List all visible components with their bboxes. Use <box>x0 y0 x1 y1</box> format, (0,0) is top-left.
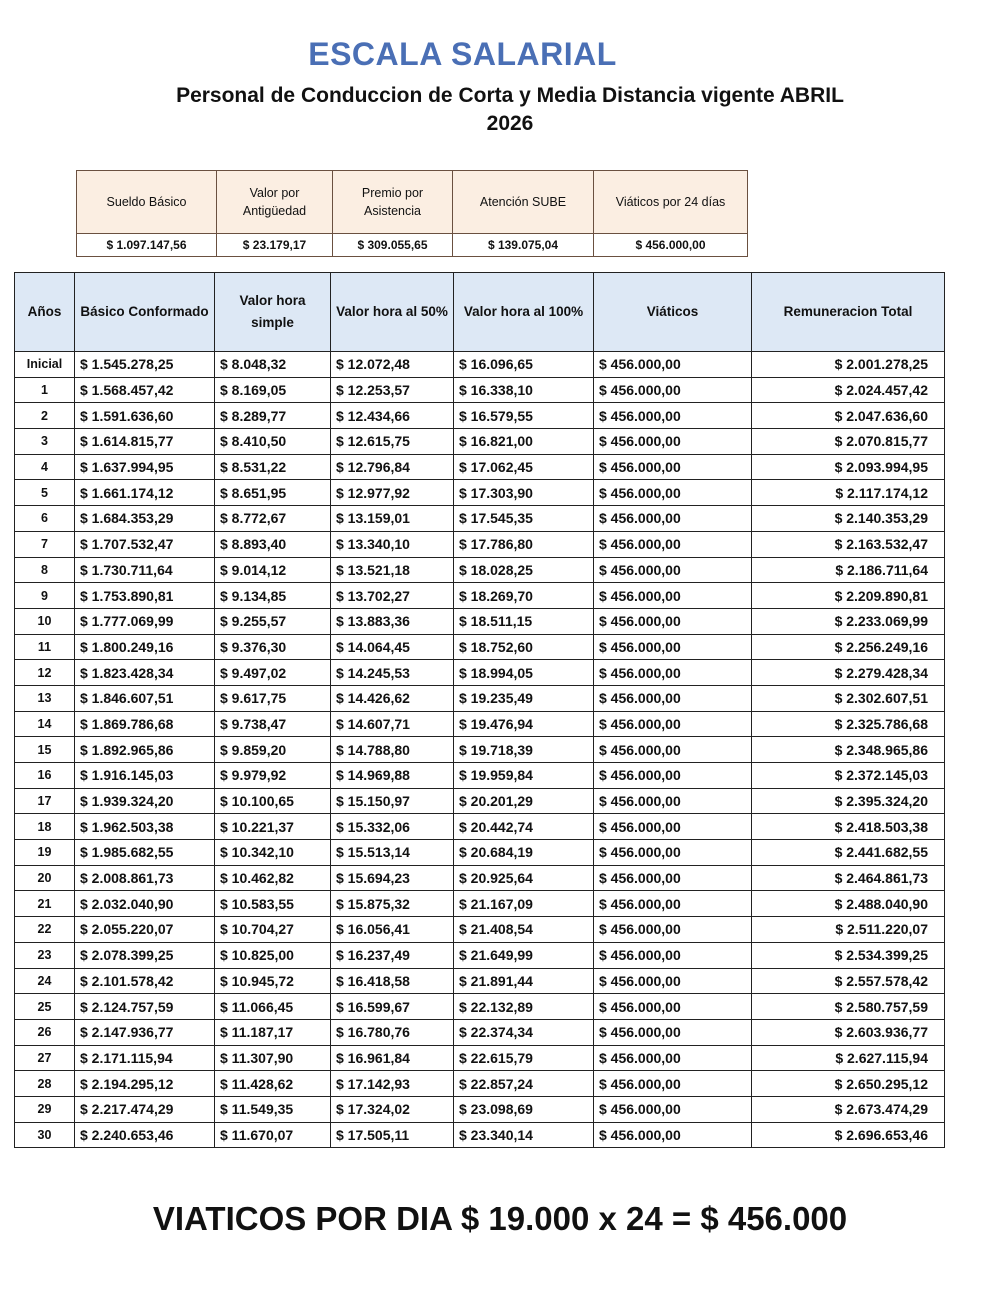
table-cell: $ 456.000,00 <box>594 377 752 403</box>
table-cell: $ 10.342,10 <box>215 840 331 866</box>
table-cell: $ 456.000,00 <box>594 531 752 557</box>
table-cell: $ 14.426,62 <box>331 685 454 711</box>
table-cell: $ 11.428,62 <box>215 1071 331 1097</box>
year-cell: 13 <box>15 685 75 711</box>
year-cell: 17 <box>15 788 75 814</box>
table-cell: $ 456.000,00 <box>594 685 752 711</box>
table-row <box>15 763 945 789</box>
table-cell: $ 19.235,49 <box>454 685 594 711</box>
table-row <box>15 1071 945 1097</box>
table-cell: $ 456.000,00 <box>594 840 752 866</box>
table-cell: $ 1.846.607,51 <box>75 685 215 711</box>
year-cell: 7 <box>15 531 75 557</box>
table-cell: $ 9.979,92 <box>215 763 331 789</box>
table-cell: $ 14.969,88 <box>331 763 454 789</box>
table-cell: $ 2.163.532,47 <box>752 531 945 557</box>
table-cell: $ 8.651,95 <box>215 480 331 506</box>
table-cell: $ 9.255,57 <box>215 608 331 634</box>
table-row <box>15 968 945 994</box>
year-cell: 22 <box>15 917 75 943</box>
table-cell: $ 1.730.711,64 <box>75 557 215 583</box>
table-row <box>15 814 945 840</box>
table-row <box>15 377 945 403</box>
table-cell: $ 10.100,65 <box>215 788 331 814</box>
table-cell: $ 11.187,17 <box>215 1019 331 1045</box>
table-cell: $ 2.217.474,29 <box>75 1096 215 1122</box>
year-cell: 26 <box>15 1019 75 1045</box>
subtitle-line-1: Personal de Conduccion de Corta y Media Distancia vigente ABRIL <box>176 84 844 107</box>
table-row <box>15 685 945 711</box>
table-row <box>15 1122 945 1148</box>
year-cell: 27 <box>15 1045 75 1071</box>
table-row <box>15 352 945 378</box>
table-cell: $ 17.545,35 <box>454 506 594 532</box>
table-cell: $ 16.056,41 <box>331 917 454 943</box>
table-cell: $ 8.410,50 <box>215 429 331 455</box>
table-cell: $ 2.024.457,42 <box>752 377 945 403</box>
table-cell: $ 17.505,11 <box>331 1122 454 1148</box>
year-cell: 9 <box>15 583 75 609</box>
table-cell: $ 11.549,35 <box>215 1096 331 1122</box>
table-cell: $ 2.348.965,86 <box>752 737 945 763</box>
table-cell: $ 2.627.115,94 <box>752 1045 945 1071</box>
column-header: Viáticos <box>594 273 752 352</box>
table-cell: $ 2.117.174,12 <box>752 480 945 506</box>
table-row <box>15 994 945 1020</box>
table-cell: $ 12.615,75 <box>331 429 454 455</box>
table-cell: $ 456.000,00 <box>594 583 752 609</box>
table-cell: $ 456.000,00 <box>594 968 752 994</box>
table-cell: $ 19.959,84 <box>454 763 594 789</box>
table-row <box>15 403 945 429</box>
column-header: Valor hora al 50% <box>331 273 454 352</box>
table-cell: $ 12.796,84 <box>331 454 454 480</box>
table-cell: $ 20.442,74 <box>454 814 594 840</box>
table-cell: $ 22.132,89 <box>454 994 594 1020</box>
table-cell: $ 2.279.428,34 <box>752 660 945 686</box>
table-cell: $ 2.055.220,07 <box>75 917 215 943</box>
table-row <box>15 480 945 506</box>
table-row <box>15 608 945 634</box>
table-cell: $ 21.891,44 <box>454 968 594 994</box>
table-cell: $ 14.788,80 <box>331 737 454 763</box>
year-cell: 16 <box>15 763 75 789</box>
table-cell: $ 2.534.399,25 <box>752 942 945 968</box>
table-cell: $ 9.617,75 <box>215 685 331 711</box>
table-cell: $ 456.000,00 <box>594 403 752 429</box>
table-cell: $ 8.169,05 <box>215 377 331 403</box>
table-cell: $ 456.000,00 <box>594 506 752 532</box>
table-cell: $ 456.000,00 <box>594 788 752 814</box>
table-cell: $ 9.497,02 <box>215 660 331 686</box>
table-cell: $ 456.000,00 <box>594 1071 752 1097</box>
table-cell: $ 1.939.324,20 <box>75 788 215 814</box>
table-cell: $ 1.753.890,81 <box>75 583 215 609</box>
table-cell: $ 16.599,67 <box>331 994 454 1020</box>
table-cell: $ 456.000,00 <box>594 814 752 840</box>
year-cell: 14 <box>15 711 75 737</box>
table-cell: $ 9.859,20 <box>215 737 331 763</box>
table-cell: $ 1.614.815,77 <box>75 429 215 455</box>
table-cell: $ 456.000,00 <box>594 942 752 968</box>
table-cell: $ 12.072,48 <box>331 352 454 378</box>
table-cell: $ 456.000,00 <box>594 1045 752 1071</box>
table-cell: $ 2.418.503,38 <box>752 814 945 840</box>
year-cell: 1 <box>15 377 75 403</box>
table-cell: $ 1.777.069,99 <box>75 608 215 634</box>
salary-table-body <box>15 352 945 1148</box>
column-header: Remuneracion Total <box>752 273 945 352</box>
summary-header-cell: Valor por Antigüedad <box>217 171 333 234</box>
table-cell: $ 2.673.474,29 <box>752 1096 945 1122</box>
table-cell: $ 2.194.295,12 <box>75 1071 215 1097</box>
table-cell: $ 10.462,82 <box>215 865 331 891</box>
table-row <box>15 840 945 866</box>
year-cell: 8 <box>15 557 75 583</box>
table-cell: $ 2.395.324,20 <box>752 788 945 814</box>
year-cell: 15 <box>15 737 75 763</box>
table-cell: $ 10.825,00 <box>215 942 331 968</box>
summary-value-cell: $ 23.179,17 <box>217 234 333 257</box>
table-cell: $ 14.607,71 <box>331 711 454 737</box>
year-cell: 12 <box>15 660 75 686</box>
year-cell: Inicial <box>15 352 75 378</box>
table-row <box>15 1045 945 1071</box>
table-cell: $ 17.142,93 <box>331 1071 454 1097</box>
table-cell: $ 13.521,18 <box>331 557 454 583</box>
table-cell: $ 21.649,99 <box>454 942 594 968</box>
table-cell: $ 2.603.936,77 <box>752 1019 945 1045</box>
table-cell: $ 1.591.636,60 <box>75 403 215 429</box>
table-cell: $ 20.925,64 <box>454 865 594 891</box>
summary-header-cell: Atención SUBE <box>453 171 594 234</box>
table-cell: $ 17.324,02 <box>331 1096 454 1122</box>
column-header: Valor hora simple <box>215 273 331 352</box>
table-cell: $ 2.302.607,51 <box>752 685 945 711</box>
table-cell: $ 16.780,76 <box>331 1019 454 1045</box>
table-cell: $ 2.441.682,55 <box>752 840 945 866</box>
table-cell: $ 12.253,57 <box>331 377 454 403</box>
table-cell: $ 456.000,00 <box>594 1122 752 1148</box>
table-cell: $ 456.000,00 <box>594 480 752 506</box>
year-cell: 10 <box>15 608 75 634</box>
table-cell: $ 1.869.786,68 <box>75 711 215 737</box>
table-cell: $ 18.752,60 <box>454 634 594 660</box>
table-cell: $ 15.150,97 <box>331 788 454 814</box>
table-cell: $ 456.000,00 <box>594 737 752 763</box>
year-cell: 3 <box>15 429 75 455</box>
year-cell: 25 <box>15 994 75 1020</box>
table-row <box>15 583 945 609</box>
table-cell: $ 1.684.353,29 <box>75 506 215 532</box>
table-cell: $ 10.221,37 <box>215 814 331 840</box>
table-cell: $ 16.961,84 <box>331 1045 454 1071</box>
table-cell: $ 2.147.936,77 <box>75 1019 215 1045</box>
table-cell: $ 1.962.503,38 <box>75 814 215 840</box>
table-cell: $ 15.694,23 <box>331 865 454 891</box>
year-cell: 20 <box>15 865 75 891</box>
table-cell: $ 1.568.457,42 <box>75 377 215 403</box>
table-row <box>15 711 945 737</box>
table-cell: $ 2.140.353,29 <box>752 506 945 532</box>
table-cell: $ 1.916.145,03 <box>75 763 215 789</box>
table-row <box>15 429 945 455</box>
summary-value-row <box>77 234 748 257</box>
table-cell: $ 456.000,00 <box>594 1019 752 1045</box>
table-cell: $ 20.684,19 <box>454 840 594 866</box>
table-row <box>15 1019 945 1045</box>
table-cell: $ 11.670,07 <box>215 1122 331 1148</box>
subtitle-line-2: 2026 <box>486 112 534 135</box>
table-cell: $ 22.857,24 <box>454 1071 594 1097</box>
table-cell: $ 456.000,00 <box>594 994 752 1020</box>
table-cell: $ 10.945,72 <box>215 968 331 994</box>
table-cell: $ 16.096,65 <box>454 352 594 378</box>
column-header: Valor hora al 100% <box>454 273 594 352</box>
table-cell: $ 8.772,67 <box>215 506 331 532</box>
table-cell: $ 1.661.174,12 <box>75 480 215 506</box>
year-cell: 19 <box>15 840 75 866</box>
table-cell: $ 1.892.965,86 <box>75 737 215 763</box>
salary-header-row <box>15 273 945 352</box>
table-cell: $ 456.000,00 <box>594 429 752 455</box>
table-cell: $ 2.032.040,90 <box>75 891 215 917</box>
table-cell: $ 8.531,22 <box>215 454 331 480</box>
table-cell: $ 16.418,58 <box>331 968 454 994</box>
table-cell: $ 18.028,25 <box>454 557 594 583</box>
table-cell: $ 18.511,15 <box>454 608 594 634</box>
table-cell: $ 456.000,00 <box>594 352 752 378</box>
table-cell: $ 2.557.578,42 <box>752 968 945 994</box>
table-cell: $ 2.101.578,42 <box>75 968 215 994</box>
table-cell: $ 21.408,54 <box>454 917 594 943</box>
table-cell: $ 2.008.861,73 <box>75 865 215 891</box>
table-cell: $ 2.171.115,94 <box>75 1045 215 1071</box>
viaticos-footer-note: VIATICOS POR DIA $ 19.000 x 24 = $ 456.000 <box>152 1200 848 1237</box>
table-row <box>15 917 945 943</box>
table-cell: $ 16.821,00 <box>454 429 594 455</box>
table-cell: $ 1.545.278,25 <box>75 352 215 378</box>
table-cell: $ 10.583,55 <box>215 891 331 917</box>
table-cell: $ 16.237,49 <box>331 942 454 968</box>
table-cell: $ 17.786,80 <box>454 531 594 557</box>
table-cell: $ 16.338,10 <box>454 377 594 403</box>
summary-header-cell: Premio por Asistencia <box>333 171 453 234</box>
table-cell: $ 2.047.636,60 <box>752 403 945 429</box>
table-cell: $ 2.093.994,95 <box>752 454 945 480</box>
year-cell: 2 <box>15 403 75 429</box>
table-cell: $ 9.376,30 <box>215 634 331 660</box>
page-title: ESCALA SALARIAL <box>308 36 617 72</box>
table-row <box>15 660 945 686</box>
summary-value-cell: $ 309.055,65 <box>333 234 453 257</box>
table-cell: $ 2.256.249,16 <box>752 634 945 660</box>
table-cell: $ 456.000,00 <box>594 608 752 634</box>
table-cell: $ 10.704,27 <box>215 917 331 943</box>
table-cell: $ 456.000,00 <box>594 1096 752 1122</box>
year-cell: 5 <box>15 480 75 506</box>
table-row <box>15 865 945 891</box>
table-cell: $ 1.637.994,95 <box>75 454 215 480</box>
table-cell: $ 2.464.861,73 <box>752 865 945 891</box>
table-row <box>15 942 945 968</box>
table-cell: $ 22.374,34 <box>454 1019 594 1045</box>
table-cell: $ 2.696.653,46 <box>752 1122 945 1148</box>
table-cell: $ 456.000,00 <box>594 660 752 686</box>
table-cell: $ 9.738,47 <box>215 711 331 737</box>
table-cell: $ 8.289,77 <box>215 403 331 429</box>
table-cell: $ 15.513,14 <box>331 840 454 866</box>
table-cell: $ 23.098,69 <box>454 1096 594 1122</box>
table-cell: $ 11.066,45 <box>215 994 331 1020</box>
table-row <box>15 891 945 917</box>
table-cell: $ 22.615,79 <box>454 1045 594 1071</box>
table-cell: $ 2.070.815,77 <box>752 429 945 455</box>
table-cell: $ 13.159,01 <box>331 506 454 532</box>
table-row <box>15 737 945 763</box>
page-subtitle <box>100 82 920 138</box>
summary-table <box>76 170 748 257</box>
table-row <box>15 1096 945 1122</box>
summary-value-cell: $ 1.097.147,56 <box>77 234 217 257</box>
table-cell: $ 2.372.145,03 <box>752 763 945 789</box>
table-cell: $ 456.000,00 <box>594 454 752 480</box>
table-cell: $ 13.340,10 <box>331 531 454 557</box>
table-cell: $ 21.167,09 <box>454 891 594 917</box>
table-row <box>15 788 945 814</box>
table-cell: $ 2.078.399,25 <box>75 942 215 968</box>
table-row <box>15 531 945 557</box>
column-header: Años <box>15 273 75 352</box>
table-cell: $ 20.201,29 <box>454 788 594 814</box>
table-row <box>15 557 945 583</box>
table-cell: $ 1.707.532,47 <box>75 531 215 557</box>
table-cell: $ 15.875,32 <box>331 891 454 917</box>
table-cell: $ 17.303,90 <box>454 480 594 506</box>
table-row <box>15 634 945 660</box>
table-cell: $ 2.580.757,59 <box>752 994 945 1020</box>
table-cell: $ 8.893,40 <box>215 531 331 557</box>
table-cell: $ 2.240.653,46 <box>75 1122 215 1148</box>
table-cell: $ 11.307,90 <box>215 1045 331 1071</box>
table-cell: $ 2.488.040,90 <box>752 891 945 917</box>
table-cell: $ 2.650.295,12 <box>752 1071 945 1097</box>
year-cell: 4 <box>15 454 75 480</box>
table-cell: $ 1.985.682,55 <box>75 840 215 866</box>
table-cell: $ 456.000,00 <box>594 557 752 583</box>
summary-header-row <box>77 171 748 234</box>
table-row <box>15 506 945 532</box>
table-cell: $ 8.048,32 <box>215 352 331 378</box>
table-cell: $ 12.434,66 <box>331 403 454 429</box>
year-cell: 28 <box>15 1071 75 1097</box>
salary-table <box>14 272 945 1148</box>
table-cell: $ 19.476,94 <box>454 711 594 737</box>
table-cell: $ 17.062,45 <box>454 454 594 480</box>
table-cell: $ 1.800.249,16 <box>75 634 215 660</box>
table-cell: $ 2.001.278,25 <box>752 352 945 378</box>
table-cell: $ 23.340,14 <box>454 1122 594 1148</box>
year-cell: 23 <box>15 942 75 968</box>
table-cell: $ 456.000,00 <box>594 865 752 891</box>
year-cell: 21 <box>15 891 75 917</box>
table-row <box>15 454 945 480</box>
year-cell: 11 <box>15 634 75 660</box>
table-cell: $ 9.134,85 <box>215 583 331 609</box>
table-cell: $ 456.000,00 <box>594 634 752 660</box>
table-cell: $ 456.000,00 <box>594 891 752 917</box>
table-cell: $ 456.000,00 <box>594 917 752 943</box>
table-cell: $ 2.511.220,07 <box>752 917 945 943</box>
table-cell: $ 2.186.711,64 <box>752 557 945 583</box>
summary-value-cell: $ 139.075,04 <box>453 234 594 257</box>
summary-header-cell: Viáticos por 24 días <box>594 171 748 234</box>
table-cell: $ 456.000,00 <box>594 711 752 737</box>
table-cell: $ 456.000,00 <box>594 763 752 789</box>
table-cell: $ 13.883,36 <box>331 608 454 634</box>
table-cell: $ 19.718,39 <box>454 737 594 763</box>
table-cell: $ 14.245,53 <box>331 660 454 686</box>
table-cell: $ 13.702,27 <box>331 583 454 609</box>
table-cell: $ 9.014,12 <box>215 557 331 583</box>
table-cell: $ 18.994,05 <box>454 660 594 686</box>
year-cell: 6 <box>15 506 75 532</box>
summary-value-cell: $ 456.000,00 <box>594 234 748 257</box>
year-cell: 24 <box>15 968 75 994</box>
table-cell: $ 15.332,06 <box>331 814 454 840</box>
table-cell: $ 16.579,55 <box>454 403 594 429</box>
table-cell: $ 2.325.786,68 <box>752 711 945 737</box>
summary-header-cell: Sueldo Básico <box>77 171 217 234</box>
year-cell: 29 <box>15 1096 75 1122</box>
year-cell: 18 <box>15 814 75 840</box>
table-cell: $ 2.124.757,59 <box>75 994 215 1020</box>
year-cell: 30 <box>15 1122 75 1148</box>
table-cell: $ 2.209.890,81 <box>752 583 945 609</box>
column-header: Básico Conformado <box>75 273 215 352</box>
table-cell: $ 18.269,70 <box>454 583 594 609</box>
table-cell: $ 1.823.428,34 <box>75 660 215 686</box>
table-cell: $ 14.064,45 <box>331 634 454 660</box>
table-cell: $ 2.233.069,99 <box>752 608 945 634</box>
table-cell: $ 12.977,92 <box>331 480 454 506</box>
